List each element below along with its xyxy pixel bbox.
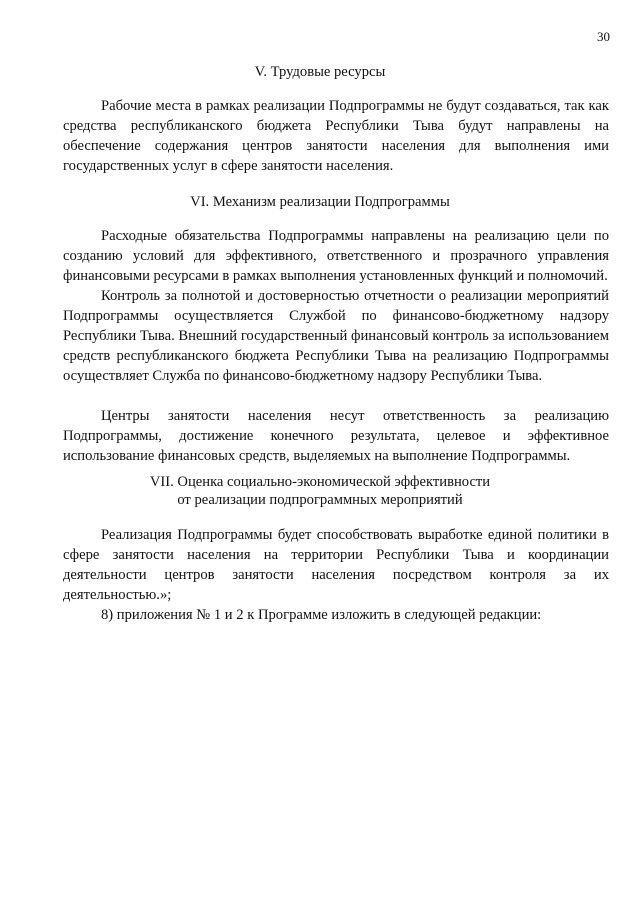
section-7-heading-line-1: VII. Оценка социально-экономической эффективности: [149, 474, 491, 490]
section-5-heading: V. Трудовые ресурсы: [254, 64, 386, 80]
section-7-paragraph-1: Реализация Подпрограммы будет способствовать выработке единой политики в сфере занятости населения на территории Республики Тыва и координации деятельности центров занятости населения посредством контроля за их: [63, 527, 609, 583]
section-7-heading-line-2: от реализации подпрограммных мероприятий: [177, 492, 463, 508]
section-6-paragraph-3: Центры занятости населения несут ответственность за реализацию Подпрограммы, достижение конечного результата, целевое и эффективное использование финансовых средств, выделяемых на выполнение Подпрограммы.: [63, 408, 609, 464]
section-7-paragraph-2: 8) приложения № 1 и 2 к Программе изложить в следующей редакции:: [101, 607, 542, 623]
section-5-paragraph: Рабочие места в рамках реализации Подпрограммы не будут создаваться, так как средства республиканского бюджета Республики Тыва будут направлены на обеспечение содержания центров занятости населения для выполнения ими государственных услуг в сфере занятости населения.: [63, 98, 609, 174]
section-6-heading: VI. Механизм реализации Подпрограммы: [190, 194, 450, 210]
section-7-paragraph-1-end: деятельностью.»;: [63, 587, 172, 603]
section-6-paragraph-1: Расходные обязательства Подпрограммы направлены на реализацию цели по созданию условий для эффективного, ответственного и прозрачного управления финансовыми ресурсами в рамках выполнения установленных функций и полномочий.: [63, 228, 609, 284]
section-6-paragraph-2: Контроль за полнотой и достоверностью отчетности о реализации мероприятий Подпрограммы осуществляется Службой по финансово-бюджетному надзору Республики Тыва. Внешний государственный финансовый контроль за использованием средств республиканского бюджета Республики Тыва на реализацию Подпрограммы осуществляет Служба по финансово-бюджетному надзору Республики Тыва.: [63, 288, 609, 384]
page-number: 30: [597, 29, 610, 44]
